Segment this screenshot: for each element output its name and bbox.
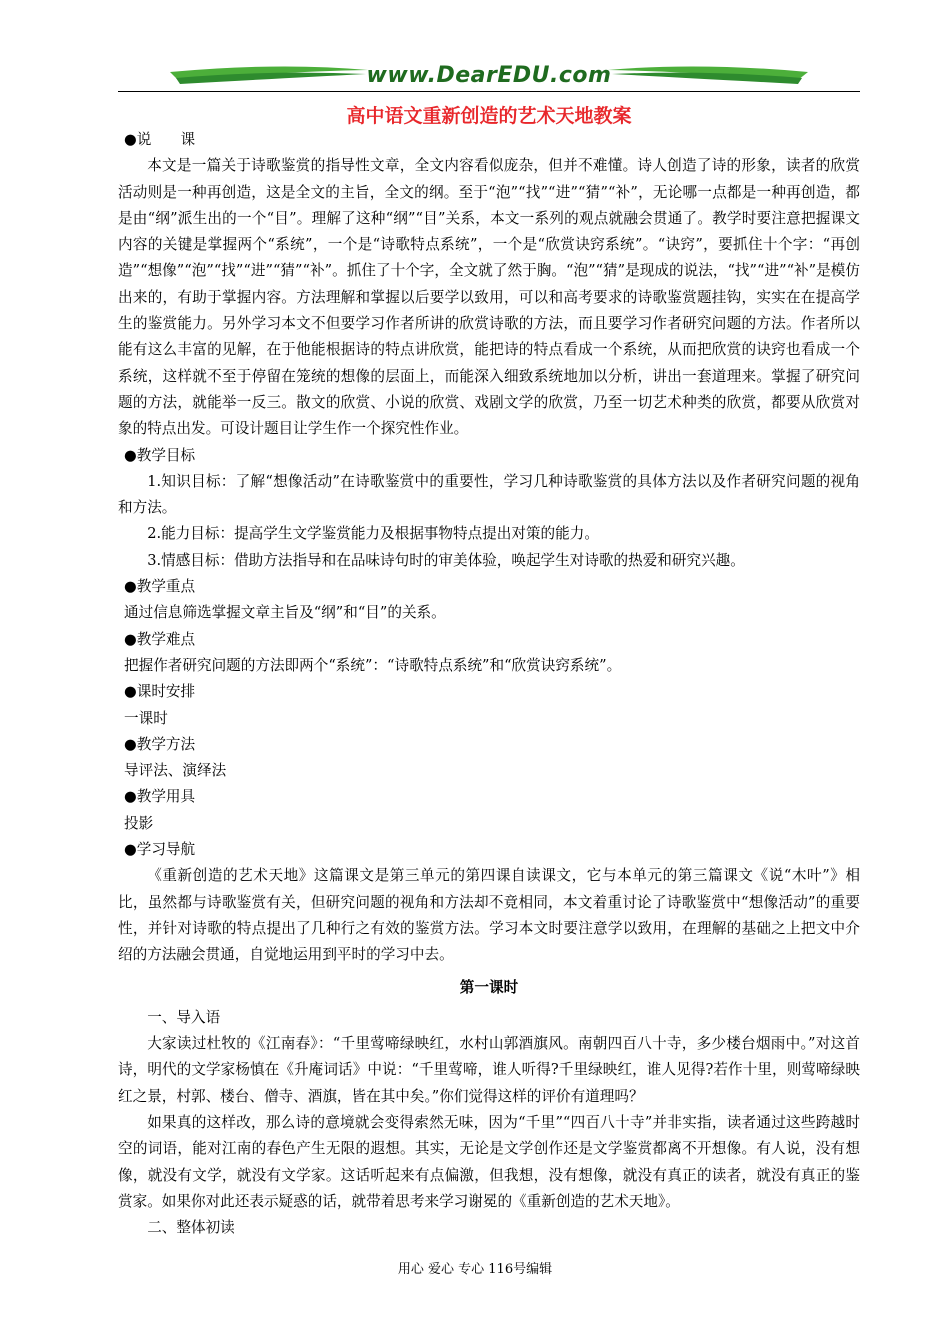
site-banner [118, 58, 860, 98]
section-heading-shuoke: ●说 课 [124, 131, 196, 148]
header-rule [118, 91, 860, 92]
goal-knowledge: 1.知识目标：了解“想像活动”在诗歌鉴赏中的重要性，学习几种诗歌鉴赏的具体方法以及作者研究问题的视角和方法。 [118, 472, 860, 517]
section-heading-difficulty: ●教学难点 [124, 630, 196, 648]
section-heading-guide: ●学习导航 [124, 841, 196, 859]
section-heading-goals: ●教学目标 [124, 446, 196, 464]
section-heading-tools: ●教学用具 [124, 788, 196, 806]
document-body [118, 127, 860, 1241]
page-footer: 用心 爱心 专心 116号编辑 [397, 1262, 553, 1277]
subheading-reading: 二、整体初读 [147, 1219, 235, 1237]
method-text: 导评法、演绎法 [124, 762, 227, 780]
difficulty-text: 把握作者研究问题的方法即两个“系统”：“诗歌特点系统”和“欣赏诀窍系统”。 [124, 656, 622, 674]
section-heading-focus: ●教学重点 [124, 578, 196, 596]
section-heading-method: ●教学方法 [124, 735, 196, 753]
goal-emotion: 3.情感目标：借助方法指导和在品味诗句时的审美体验，唤起学生对诗歌的热爱和研究兴趣。 [147, 551, 745, 569]
lesson-heading: 第一课时 [459, 978, 519, 996]
guide-paragraph: 《重新创造的艺术天地》这篇课文是第三单元的第四课自读课文，它与本单元的第三篇课文《说“木叶”》相比，虽然都与诗歌鉴赏有关，但研究问题的视角和方法却不竟相同，本文着重讨论了诗歌鉴赏中“想像活动”的重要性，并针对诗歌的特点提出了几种行之有效的鉴赏方法。学习本文时要注意学以致用，在理解的基础之上把文中介绍的方法融会贯通，自觉地运用到平时的学习中去。 [118, 867, 860, 964]
schedule-text: 一课时 [124, 709, 168, 727]
site-logo-text: www.DearEDU.com [366, 63, 612, 88]
intro-paragraph-2: 如果真的这样改，那么诗的意境就会变得索然无味，因为“千里”“四百八十寺”并非实指，读者通过这些跨越时空的词语，能对江南的春色产生无限的遐想。其实，无论是文学创作还是文学鉴赏都离不开想像。有人说，没有想像，就没有文学，就没有文学家。这话听起来有点偏激，但我想，没有想像，就没有真正的读者，就没有真正的鉴赏家。如果你对此还表示疑惑的话，就带着思考来学习谢冕的《重新创造的艺术天地》。 [118, 1113, 860, 1210]
focus-text: 通过信息筛选掌握文章主旨及“纲”和“目”的关系。 [124, 604, 446, 622]
paragraph-shuoke: 本文是一篇关于诗歌鉴赏的指导性文章，全文内容看似庞杂，但并不难懂。诗人创造了诗的形象，读者的欣赏活动则是一种再创造，这是全文的主旨，全文的纲。至于“泡”“找”“进”“猜”“补”，无论哪一点都是一种再创造，都是由“纲”派生出的一个“目”。理解了这种“纲”“目”关系，本文一系列的观点就融会贯通了。教学时要注意把握课文内容的关键是掌握两个“系统”，一个是“诗歌特点系统”，一个是“欣赏诀窍系统”。“诀窍”，要抓住十个字：“再创造”“想像”“泡”“找”“进”“猜”“补”。抓住了十个字，全文就了然于胸。“泡”“猜”是现成的说法，“找”“进”“补”是模仿出来的，有助于掌握内容。方法理解和掌握以后要学以致用，可以和高考要求的诗歌鉴赏题挂钩，实实在在提高学生的鉴赏能力。另外学习本文不但要学习作者所讲的欣赏诗歌的方法，而且要学习作者研究问题的方法。作者所以能有这么丰富的见解，在于他能根据诗的特点讲欣赏，能把诗的特点看成一个系统，从而把欣赏的诀窍也看成一个系统，这样就不至于停留在笼统的想像的层面上，而能深入细致系统地加以分析，讲出一套道理来。掌握了研究问题的方法，就能举一反三。散文的欣赏、小说的欣赏、戏剧文学的欣赏，乃至一切艺术种类的欣赏，都要从欣赏对象的特点出发。可设计题目让学生作一个探究性作业。 [118, 157, 860, 438]
tools-text: 投影 [124, 814, 154, 832]
subheading-intro: 一、导入语 [147, 1008, 221, 1026]
section-heading-schedule: ●课时安排 [124, 683, 196, 701]
intro-paragraph-1: 大家读过杜牧的《江南春》：“千里莺啼绿映红，水村山郭酒旗风。南朝四百八十寺，多少楼台烟雨中。”对这首诗，明代的文学家杨慎在《升庵词话》中说：“千里莺啼，谁人听得?千里绿映红，谁人见得?若作十里，则莺啼绿映红之景，村郭、楼台、僧寺、酒旗，皆在其中矣。”你们觉得这样的评价有道理吗？ [118, 1035, 860, 1105]
goal-ability: 2.能力目标：提高学生文学鉴赏能力及根据事物特点提出对策的能力。 [147, 525, 599, 543]
document-title: 高中语文重新创造的艺术天地教案 [346, 105, 632, 127]
